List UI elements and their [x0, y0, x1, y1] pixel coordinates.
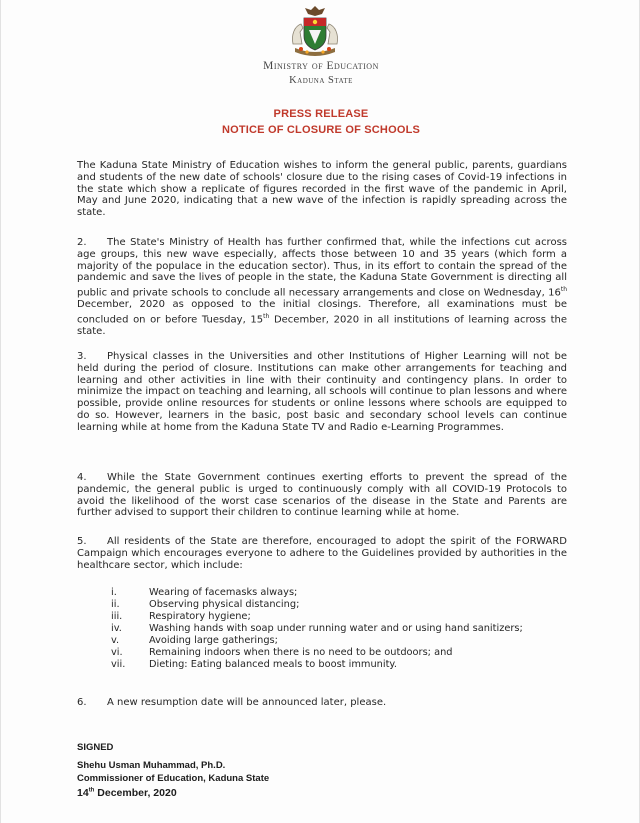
list-item-number: vi.: [111, 647, 123, 658]
paragraph-6-text: A new resumption date will be announced later, please.: [107, 697, 387, 708]
list-item: [111, 635, 571, 647]
list-item-text: Respiratory hygiene;: [149, 611, 251, 622]
list-item-number: ii.: [111, 599, 120, 610]
date-day: 14: [77, 787, 89, 799]
paragraph-5-text: All residents of the State are therefore, encouraged to adopt the spirit of the FORWARD Campaign which encourages everyone to adhere to the Guidelines provided by authorities in the healthcare sector, which include:: [77, 536, 567, 571]
paragraph-2-text-c: December, 2020 in all institutions of learning across the state.: [77, 314, 567, 338]
signatory-name: Shehu Usman Muhammad, Ph.D.: [77, 760, 226, 771]
coat-of-arms-icon: [287, 4, 343, 60]
signatory-title: Commissioner of Education, Kaduna State: [77, 773, 270, 784]
paragraph-number: 6.: [77, 697, 87, 708]
signed-label: SIGNED: [77, 742, 114, 753]
list-item-number: iv.: [111, 623, 122, 634]
paragraph-2-text-a: The State's Ministry of Health has further confirmed that, while the infections cut across age groups, this new wave especially, affects those between 10 and 35 years (which form a majority of the populace in the education sector). Thus, in its effort to contain the spread of the pandemic and save the lives of people in the state, the Kaduna State Government is directing all public and private schools to conclude all necessary arrangements and close on Wednesday, 16: [77, 237, 567, 299]
paragraph-4-text: While the State Government continues exerting efforts to prevent the spread of the pandemic, the general public is urged to continuously comply with all COVID-19 Protocols to avoid the likelihood of the worst case scenarios of the disease in the State and Parents are further advised to support their children to continue learning while at home.: [77, 472, 567, 519]
list-item: [111, 611, 571, 623]
list-item-text: Washing hands with soap under running water and or using hand sanitizers;: [149, 623, 523, 634]
press-release-title: PRESS RELEASE: [273, 108, 369, 120]
ministry-name: Ministry of Education: [263, 60, 379, 72]
paragraph-5: [77, 536, 567, 571]
notice-title: NOTICE OF CLOSURE OF SCHOOLS: [221, 124, 421, 136]
list-item-text: Observing physical distancing;: [149, 599, 300, 610]
ordinal-suffix: th: [263, 313, 270, 321]
list-item: [111, 599, 571, 611]
paragraph-4: [77, 472, 567, 519]
ordinal-suffix: th: [88, 787, 95, 794]
list-item-number: v.: [111, 635, 120, 646]
paragraph-3-text: Physical classes in the Universities and other Institutions of Higher Learning will not be held during the period of closure. Institutions can make other arrangements for teaching and learning and other activities in line with their continuity and contingency plans. In order to minimize the impact on teaching and learning, all schools will continue to plan lessons and where possible, provide online resources for students or online lessons where schools are equipped to do so. However, learners in the basic, post basic and secondary school levels can continue learning while at home from the Kaduna State TV and Radio e-Learning Programmes.: [77, 351, 567, 433]
paragraph-6: [77, 697, 567, 709]
list-item-text: Wearing of facemasks always;: [149, 587, 298, 598]
list-item: [111, 623, 571, 635]
list-item: [111, 659, 571, 671]
paragraph-number: 3.: [77, 351, 87, 362]
list-item: [111, 647, 571, 659]
release-date: [77, 787, 477, 799]
paragraph-number: 2.: [77, 237, 87, 248]
list-item: [111, 587, 571, 599]
paragraph-number: 4.: [77, 472, 87, 483]
list-item-text: Avoiding large gatherings;: [149, 635, 278, 646]
list-item-number: iii.: [111, 611, 123, 622]
list-item-number: vii.: [111, 659, 126, 670]
list-item-number: i.: [111, 587, 117, 598]
ordinal-suffix: th: [560, 286, 567, 294]
list-item-text: Dieting: Eating balanced meals to boost immunity.: [149, 659, 397, 670]
paragraph-2-text-b: December, 2020 as opposed to the initial closings. Therefore, all examinations must be concluded on or before Tuesday, 15: [77, 299, 567, 326]
date-rest: December, 2020: [94, 787, 177, 799]
paragraph-2: [77, 237, 567, 338]
intro-paragraph: The Kaduna State Ministry of Education wishes to inform the general public, parents, guardians and students of the new date of schools' closure due to the rising cases of Covid-19 infections in the state which show a replicate of figures recorded in the first wave of the pandemic in April, May and June 2020, indicating that a new wave of the infection is rapidly spreading across the state.: [77, 160, 567, 219]
paragraph-number: 5.: [77, 536, 87, 547]
list-item-text: Remaining indoors when there is no need to be outdoors; and: [149, 647, 453, 658]
paragraph-3: [77, 351, 567, 434]
guidelines-list: [111, 587, 571, 671]
state-name: Kaduna State: [289, 75, 353, 86]
